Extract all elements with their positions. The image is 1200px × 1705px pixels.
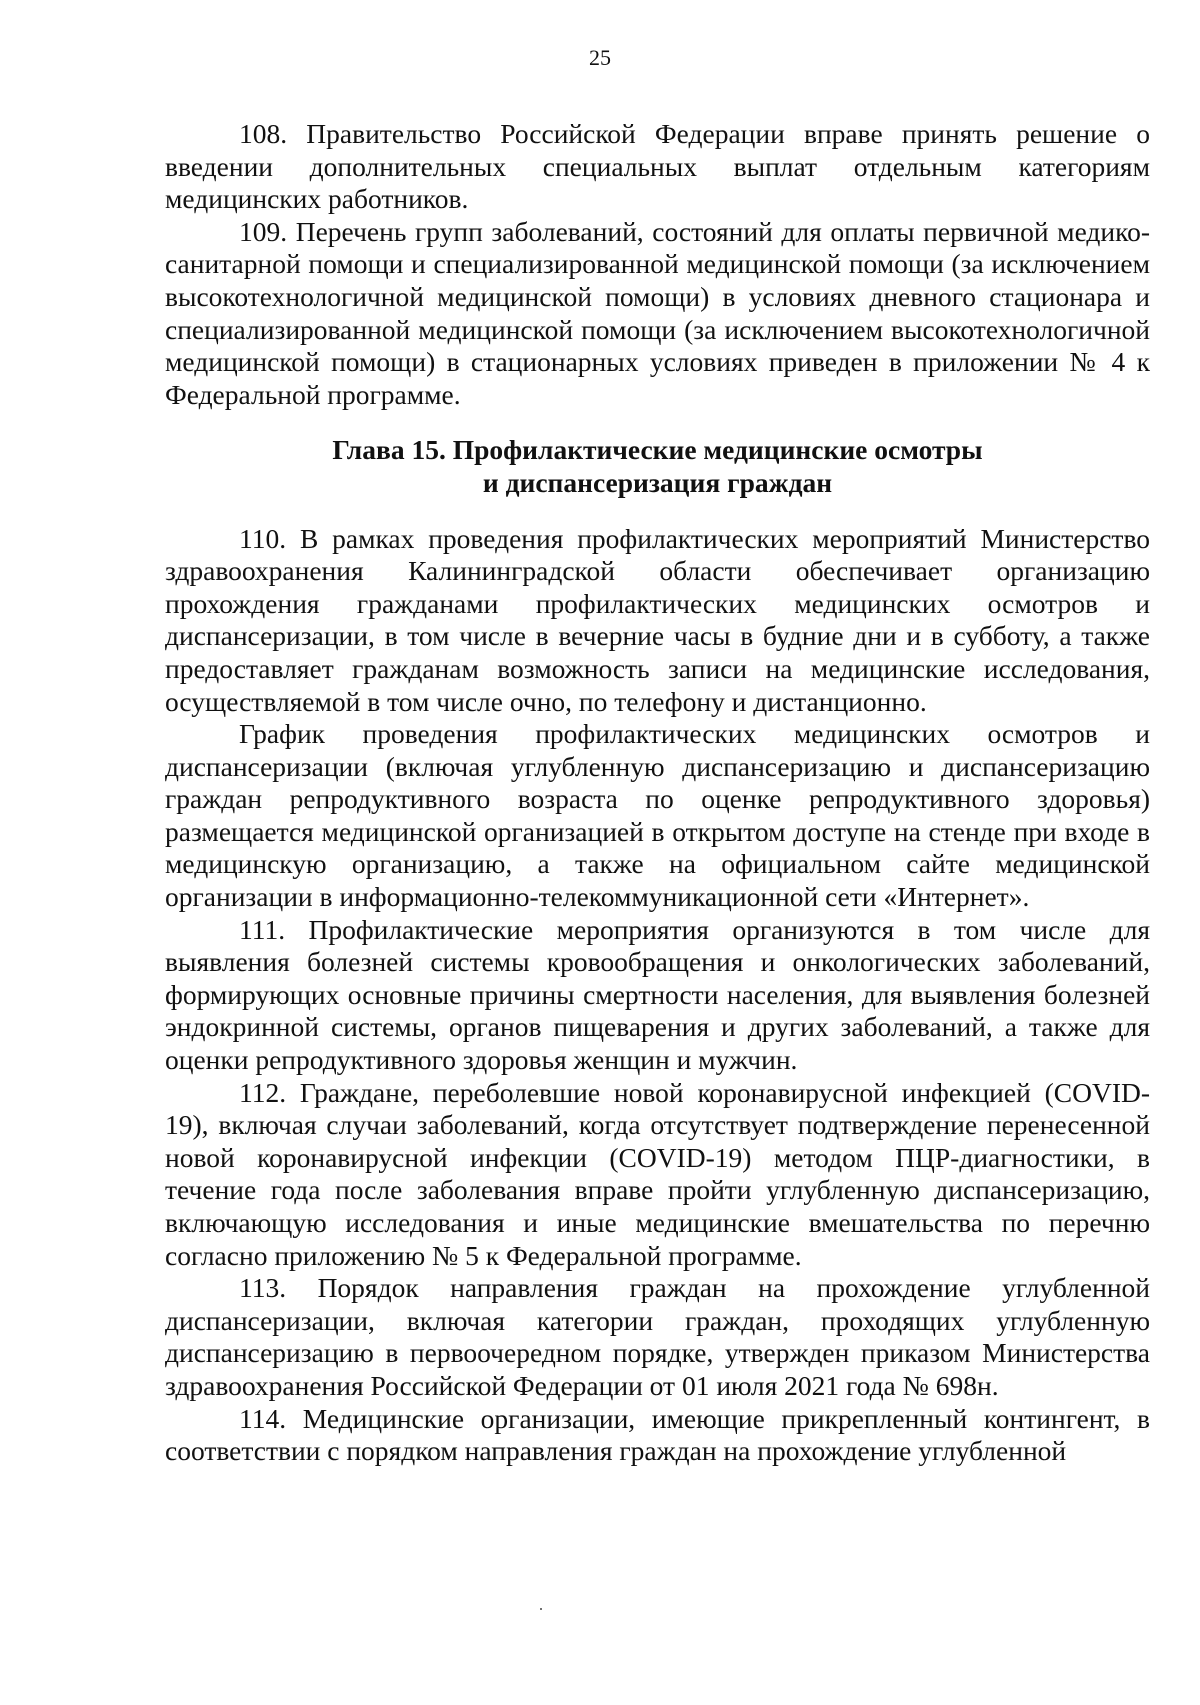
document-body bbox=[165, 118, 1150, 1468]
paragraph-113: 113. Порядок направления граждан на прохождение углубленной диспансеризации, включая категории граждан, проходящих углубленную диспансеризацию в первоочередном порядке, утвержден приказом Министерства здравоохранения Российской Федерации от 01 июля 2021 года № 698н. bbox=[165, 1272, 1150, 1401]
paragraph-110: 110. В рамках проведения профилактических мероприятий Министерство здравоохранения Калининградской области обеспечивает организацию прохождения гражданами профилактических медицинских осмотров и диспансеризации, в том числе в вечерние часы в будние дни и в субботу, а также предоставляет гражданам возможность записи на медицинские исследования, осуществляемой в том числе очно, по телефону и дистанционно. bbox=[165, 522, 1150, 717]
paragraph-109: 109. Перечень групп заболеваний, состояний для оплаты первичной медико-санитарной помощи и специализированной медицинской помощи (за исключением высокотехнологичной медицинской помощи) в условиях дневного стационара и специализированной медицинской помощи (за исключением высокотехнологичной медицинской помощи) в стационарных условиях приведен в приложении № 4 к Федеральной программе. bbox=[165, 215, 1150, 410]
chapter-heading-line-2: и диспансеризация граждан bbox=[482, 466, 833, 498]
chapter-heading bbox=[165, 434, 1150, 499]
paragraph-108: 108. Правительство Российской Федерации вправе принять решение о введении дополнительных специальных выплат отдельным категориям медицинских работников. bbox=[165, 118, 1150, 215]
paragraph-schedule: График проведения профилактических медицинских осмотров и диспансеризации (включая углубленную диспансеризацию и диспансеризацию граждан репродуктивного возраста по оценке репродуктивного здоровья) размещается медицинской организацией в открытом доступе на стенде при входе в медицинскую организацию, а также на официальном сайте медицинской организации в информационно-телекоммуникационной сети «Интернет». bbox=[165, 718, 1150, 913]
paragraph-114: 114. Медицинские организации, имеющие прикрепленный контингент, в соответствии с порядком направления граждан на прохождение углубленной bbox=[165, 1402, 1150, 1467]
scan-speck bbox=[540, 1608, 542, 1610]
page-number: 25 bbox=[589, 45, 611, 70]
paragraph-112: 112. Граждане, переболевшие новой коронавирусной инфекцией (COVID-19), включая случаи заболеваний, когда отсутствует подтверждение перенесенной новой коронавирусной инфекции (COVID-19) методом ПЦР-диагностики, в течение года после заболевания вправе пройти углубленную диспансеризацию, включающую исследования и иные медицинские вмешательства по перечню согласно приложению № 5 к Федеральной программе. bbox=[165, 1076, 1150, 1271]
paragraph-111: 111. Профилактические мероприятия организуются в том числе для выявления болезней системы кровообращения и онкологических заболеваний, формирующих основные причины смертности населения, для выявления болезней эндокринной системы, органов пищеварения и других заболеваний, а также для оценки репродуктивного здоровья женщин и мужчин. bbox=[165, 913, 1150, 1076]
chapter-heading-line-1: Глава 15. Профилактические медицинские осмотры bbox=[332, 434, 983, 466]
